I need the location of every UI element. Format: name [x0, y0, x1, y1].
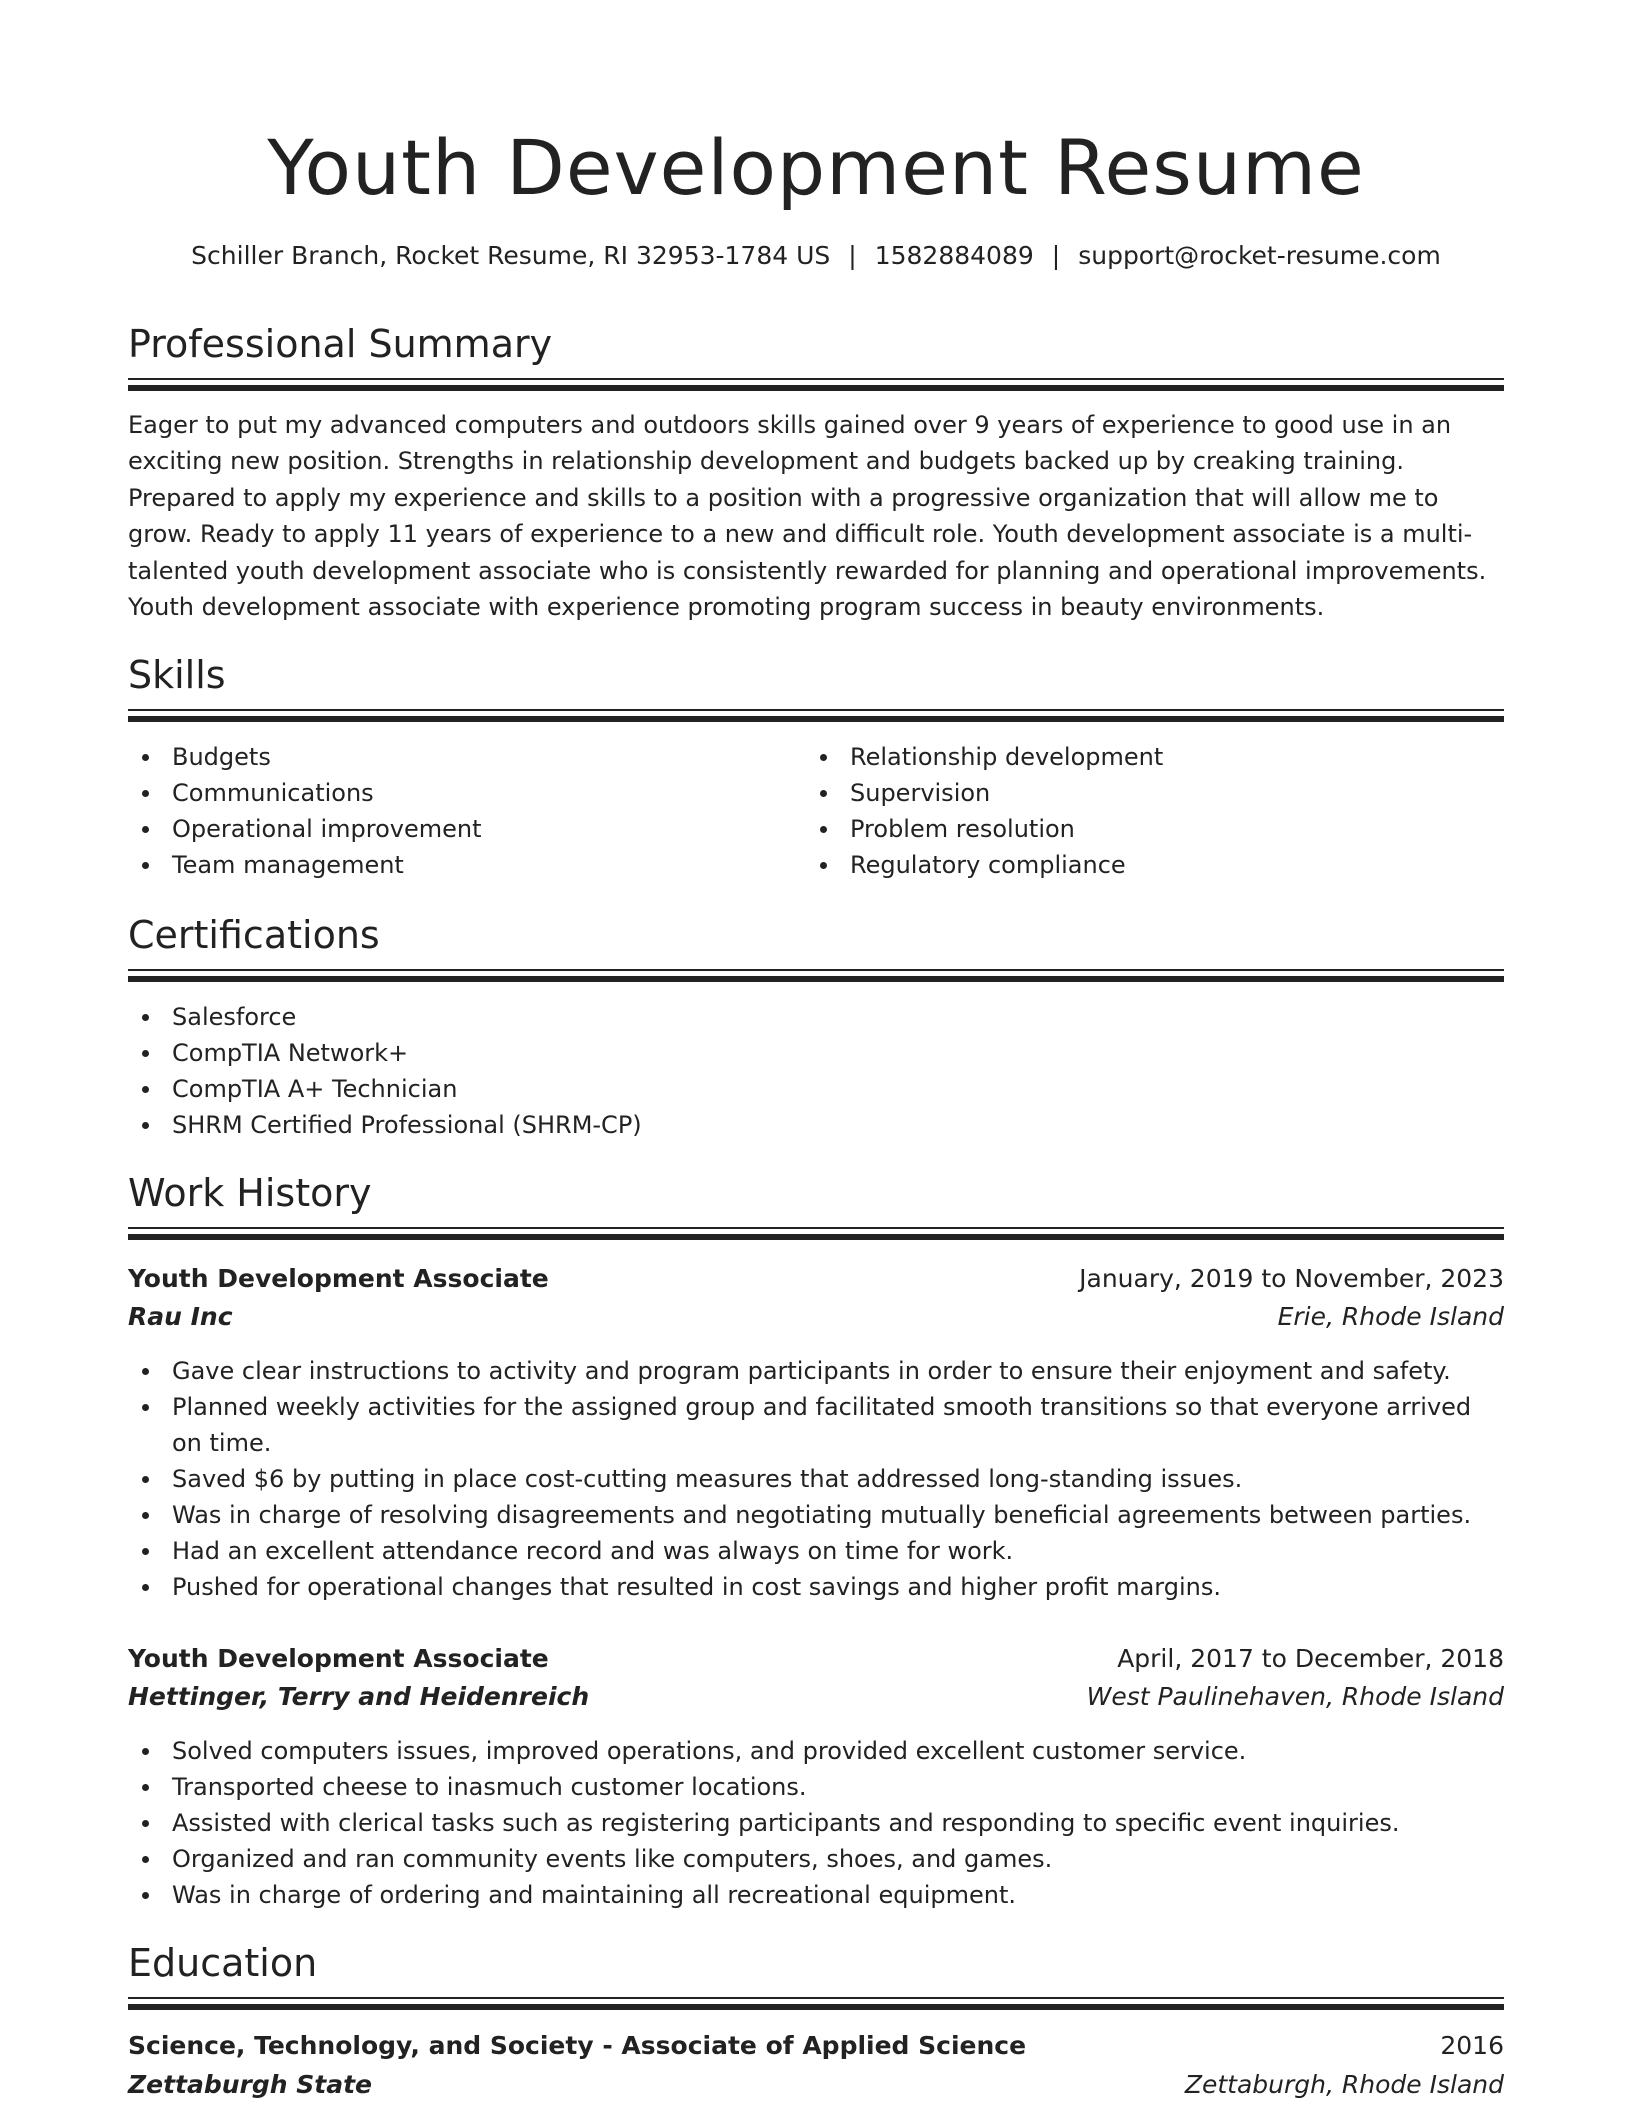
section-title-certifications: Certifications: [128, 913, 380, 957]
section-divider: [128, 378, 1504, 390]
contact-email: support@rocket-resume.com: [1078, 241, 1441, 270]
job-bullet: Had an excellent attendance record and was always on time for work.: [128, 1533, 1504, 1569]
certification-item: SHRM Certified Professional (SHRM-CP): [128, 1107, 1504, 1143]
education-year: 2016: [1440, 2031, 1504, 2060]
job-bullet: Pushed for operational changes that resulted in cost savings and higher profit margins.: [128, 1569, 1504, 1605]
job-dates: January, 2019 to November, 2023: [1079, 1264, 1504, 1293]
skill-item: Budgets: [128, 739, 788, 775]
job-bullet: Assisted with clerical tasks such as registering participants and responding to specific event inquiries.: [128, 1805, 1504, 1841]
section-divider: [128, 709, 1504, 721]
skill-item: Supervision: [806, 775, 1504, 811]
job-company: Rau Inc: [128, 1302, 233, 1331]
job-subheader: [128, 1298, 1504, 1336]
section-divider: [128, 969, 1504, 981]
contact-address: Schiller Branch, Rocket Resume, RI 32953-1784 US: [191, 241, 831, 270]
job-bullets: [128, 1353, 1504, 1605]
skill-item: Communications: [128, 775, 788, 811]
job-location: West Paulinehaven, Rhode Island: [1086, 1682, 1504, 1711]
skills-list-right: [806, 739, 1504, 883]
job-bullet: Was in charge of ordering and maintaining all recreational equipment.: [128, 1877, 1504, 1913]
job-company: Hettinger, Terry and Heidenreich: [128, 1682, 590, 1711]
skill-item: Team management: [128, 847, 788, 883]
section-divider: [128, 1227, 1504, 1239]
skills-list-left: [128, 739, 788, 883]
section-title-summary: Professional Summary: [128, 322, 553, 366]
job-bullet: Organized and ran community events like computers, shoes, and games.: [128, 1841, 1504, 1877]
certification-item: CompTIA A+ Technician: [128, 1071, 1504, 1107]
contact-separator: |: [1051, 241, 1061, 270]
job-location: Erie, Rhode Island: [1277, 1302, 1504, 1331]
education-school: Zettaburgh State: [128, 2070, 373, 2099]
section-title-skills: Skills: [128, 653, 226, 697]
job-bullet: Planned weekly activities for the assigned group and facilitated smooth transitions so that everyone arrived on time.: [128, 1389, 1504, 1461]
job-header: [128, 1640, 1504, 1678]
skill-item: Problem resolution: [806, 811, 1504, 847]
summary-text: Eager to put my advanced computers and outdoors skills gained over 9 years of experience to good use in an exciting new position. Strengths in relationship development and budgets backed up by creaking training. Prepared to apply my experience and skills to a position with a progressive organization that will allow me to grow. Ready to apply 11 years of experience to a new and difficult role. Youth development associate is a multi-talented youth development associate who is consistently rewarded for planning and operational improvements. Youth development associate with experience promoting program success in beauty environments.: [128, 411, 1487, 622]
job-bullets: [128, 1733, 1504, 1913]
skill-item: Relationship development: [806, 739, 1504, 775]
certification-item: Salesforce: [128, 999, 1504, 1035]
job-header: [128, 1260, 1504, 1298]
section-title-education: Education: [128, 1941, 318, 1985]
job-dates: April, 2017 to December, 2018: [1117, 1644, 1504, 1673]
job-bullet: Solved computers issues, improved operations, and provided excellent customer service.: [128, 1733, 1504, 1769]
education-location: Zettaburgh, Rhode Island: [1184, 2070, 1504, 2099]
contact-phone: 1582884089: [874, 241, 1034, 270]
certification-item: CompTIA Network+: [128, 1035, 1504, 1071]
job-bullet: Gave clear instructions to activity and program participants in order to ensure their enjoyment and safety.: [128, 1353, 1504, 1389]
education-subheader: [128, 2066, 1504, 2104]
job-title: Youth Development Associate: [128, 1644, 549, 1673]
contact-separator: |: [848, 241, 857, 270]
job-bullet: Was in charge of resolving disagreements and negotiating mutually beneficial agreements between parties.: [128, 1497, 1504, 1533]
skill-item: Operational improvement: [128, 811, 788, 847]
job-title: Youth Development Associate: [128, 1264, 549, 1293]
education-header: [128, 2027, 1504, 2065]
contact-line: [128, 236, 1504, 276]
certifications-list: [128, 999, 1504, 1143]
section-divider: [128, 1997, 1504, 2009]
resume-title: Youth Development Resume: [267, 123, 1365, 212]
job-subheader: [128, 1678, 1504, 1716]
section-title-work-history: Work History: [128, 1171, 372, 1215]
job-bullet: Saved $6 by putting in place cost-cutting measures that addressed long-standing issues.: [128, 1461, 1504, 1497]
skill-item: Regulatory compliance: [806, 847, 1504, 883]
education-degree: Science, Technology, and Society - Associate of Applied Science: [128, 2031, 1027, 2060]
job-bullet: Transported cheese to inasmuch customer locations.: [128, 1769, 1504, 1805]
